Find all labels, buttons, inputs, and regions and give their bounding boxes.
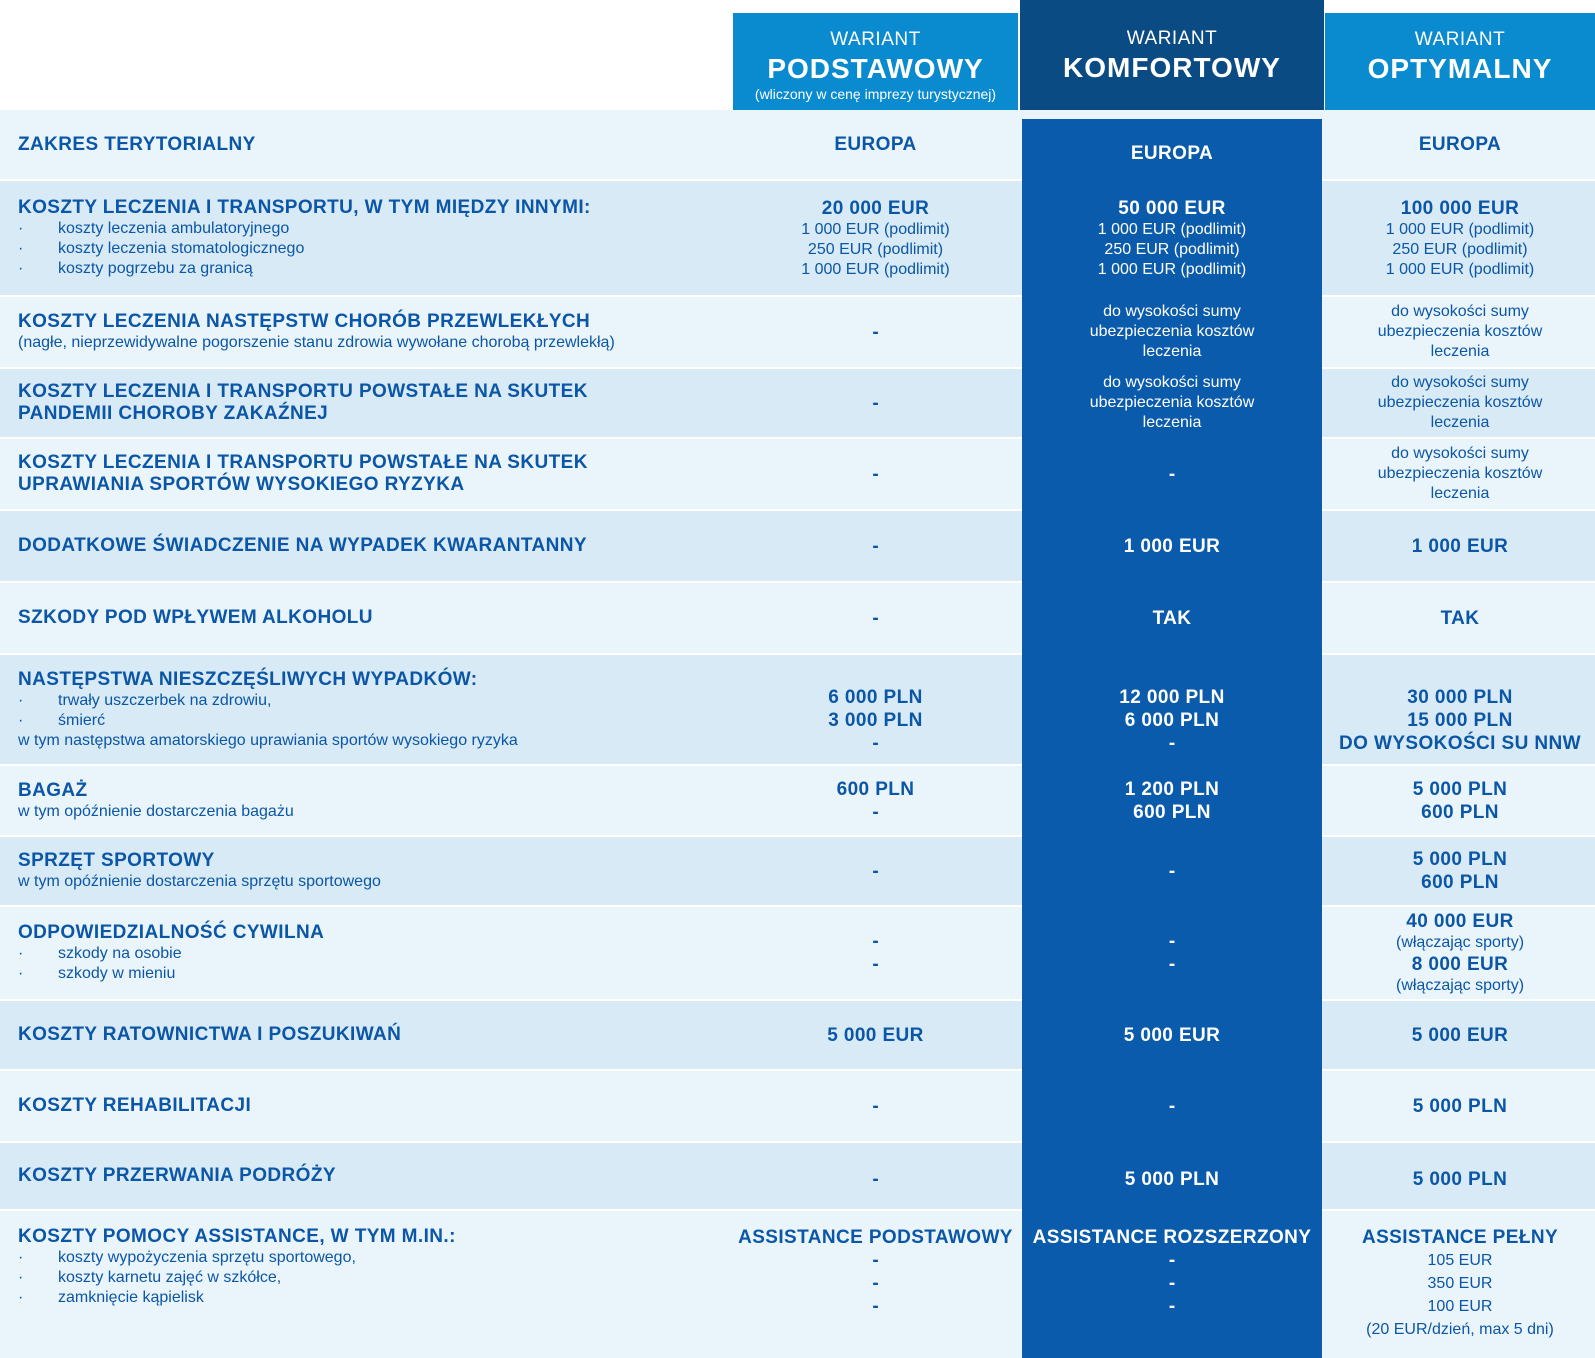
value: do wysokości sumy	[1103, 303, 1241, 320]
row-title: PANDEMII CHOROBY ZAKAŹNEJ	[18, 403, 329, 424]
value: 105 EUR	[1427, 1252, 1493, 1269]
variant-name: KOMFORTOWY	[1063, 52, 1281, 83]
value-comfort	[1020, 1001, 1324, 1069]
value: 5 000 PLN	[1412, 1095, 1508, 1117]
value-comfort	[1020, 1071, 1324, 1141]
value: 250 EUR (podlimit)	[807, 240, 944, 258]
value: -	[1168, 463, 1176, 485]
value: (włączając sporty)	[1395, 934, 1525, 951]
row-subtitle: w tym opóźnienie dostarczenia sprzętu sportowego	[18, 873, 381, 890]
row-title: NASTĘPSTWA NIESZCZĘŚLIWYCH WYPADKÓW:	[18, 668, 478, 690]
value: TAK	[1440, 607, 1480, 629]
row-title: ODPOWIEDZIALNOŚĆ CYWILNA	[18, 922, 325, 943]
row-label	[18, 297, 733, 367]
row-subtitle: (nagłe, nieprzewidywalne pogorszenie stanu zdrowia wywołane chorobą przewlekłą)	[18, 334, 615, 351]
bullet-item: · śmierć	[18, 711, 733, 731]
row-title: KOSZTY LECZENIA I TRANSPORTU, W TYM MIĘDZY INNYMI:	[18, 197, 591, 218]
header-variant-comfort	[1020, 0, 1324, 119]
value: EUROPA	[834, 134, 917, 155]
table-row	[0, 369, 1595, 437]
value: 1 000 EUR (podlimit)	[801, 220, 950, 238]
comfort-column	[1022, 119, 1322, 1358]
row-title: KOSZTY POMOCY ASSISTANCE, W TYM M.IN.:	[18, 1226, 456, 1247]
bullet-item: · koszty leczenia ambulatoryjnego	[18, 219, 733, 239]
value: TAK	[1152, 607, 1192, 629]
row-label	[18, 369, 733, 437]
value-comfort	[1020, 511, 1324, 581]
row-label	[18, 655, 733, 764]
row-label	[18, 766, 733, 835]
value-basic	[733, 369, 1018, 437]
bullet-item: · szkody na osobie	[18, 944, 733, 964]
variant-prefix: WARIANT	[1126, 28, 1218, 49]
value: 1 000 EUR (podlimit)	[1097, 260, 1247, 278]
value: 50 000 EUR	[1118, 197, 1226, 219]
bullet-item: · koszty wypożyczenia sprzętu sportowego,	[18, 1248, 733, 1268]
value: 5 000 PLN	[1124, 1168, 1220, 1190]
bullet-item: · zamknięcie kąpielisk	[18, 1288, 733, 1308]
table-row	[0, 511, 1595, 581]
value-comfort	[1020, 1226, 1324, 1336]
value-basic	[733, 1071, 1018, 1141]
table-row	[0, 907, 1595, 999]
row-title: KOSZTY LECZENIA I TRANSPORTU POWSTAŁE NA SKUTEK	[18, 452, 588, 473]
row-title: KOSZTY LECZENIA NASTĘPSTW CHORÓB PRZEWLEKŁYCH	[18, 311, 591, 332]
value-comfort	[1020, 119, 1324, 188]
value-comfort	[1020, 677, 1324, 764]
value: 15 000 PLN	[1407, 710, 1513, 731]
table-row	[0, 655, 1595, 764]
value: -	[872, 801, 879, 823]
table-row	[0, 181, 1595, 295]
value-basic	[733, 110, 1018, 179]
value-basic	[733, 837, 1018, 905]
value: -	[872, 392, 879, 414]
table-row	[0, 837, 1595, 905]
value: ubezpieczenia kosztów	[1377, 465, 1543, 482]
value: -	[872, 463, 879, 485]
table-row	[0, 439, 1595, 509]
value: -	[872, 1168, 879, 1190]
row-label	[18, 511, 733, 581]
value: 1 000 EUR	[1411, 535, 1509, 557]
value: ASSISTANCE PODSTAWOWY	[738, 1227, 1013, 1248]
value-optimal	[1325, 1001, 1595, 1069]
row-label	[18, 583, 733, 653]
value-comfort	[1020, 766, 1324, 835]
value-basic	[733, 1143, 1018, 1209]
value: -	[1168, 1250, 1176, 1271]
value-basic	[733, 297, 1018, 367]
value: 250 EUR (podlimit)	[1104, 240, 1240, 258]
value: 5 000 EUR	[1411, 1024, 1509, 1046]
value: -	[1168, 1296, 1176, 1317]
value-comfort	[1020, 907, 1324, 999]
variant-note: (wliczony w cenę imprezy turystycznej)	[754, 86, 997, 102]
table-row	[0, 1071, 1595, 1141]
row-subtitle: w tym opóźnienie dostarczenia bagażu	[18, 802, 294, 820]
value: 6 000 PLN	[1124, 710, 1220, 731]
row-title: KOSZTY RATOWNICTWA I POSZUKIWAŃ	[18, 1024, 402, 1045]
header-variant-basic	[733, 13, 1018, 110]
value-comfort	[1020, 439, 1324, 509]
variant-prefix: WARIANT	[1414, 29, 1506, 50]
value-optimal	[1325, 907, 1595, 999]
value-optimal	[1325, 110, 1595, 179]
value-comfort	[1020, 1149, 1324, 1209]
row-label	[18, 907, 733, 999]
value: 20 000 EUR	[821, 197, 930, 219]
value: 30 000 PLN	[1407, 687, 1513, 708]
value: 6 000 PLN	[828, 687, 923, 708]
value-optimal	[1325, 181, 1595, 295]
value: 1 000 EUR (podlimit)	[1385, 260, 1535, 278]
table-row	[0, 1211, 1595, 1358]
value-basic	[733, 1211, 1018, 1358]
value: ubezpieczenia kosztów	[1377, 323, 1543, 340]
value-optimal	[1325, 766, 1595, 835]
value: -	[872, 733, 879, 754]
value: -	[872, 931, 879, 952]
row-title: KOSZTY REHABILITACJI	[18, 1095, 252, 1116]
value: (włączając sporty)	[1395, 977, 1525, 994]
value: 5 000 PLN	[1412, 849, 1508, 870]
value-optimal	[1325, 1071, 1595, 1141]
value: 5 000 PLN	[1412, 1168, 1508, 1190]
value-optimal	[1325, 583, 1595, 653]
value: -	[1168, 931, 1176, 952]
row-label	[18, 439, 733, 509]
row-title: SZKODY POD WPŁYWEM ALKOHOLU	[18, 607, 373, 628]
value: 100 EUR	[1427, 1298, 1493, 1315]
value: -	[872, 607, 879, 629]
value-optimal	[1325, 1211, 1595, 1358]
row-title: KOSZTY PRZERWANIA PODRÓŻY	[18, 1165, 336, 1186]
row-label	[18, 1071, 733, 1141]
header-variant-optimal	[1325, 13, 1595, 110]
value-basic	[733, 766, 1018, 835]
value-comfort	[1020, 181, 1324, 295]
row-label	[18, 1001, 733, 1069]
table-row	[0, 1143, 1595, 1209]
row-label	[18, 1211, 733, 1358]
table-row	[0, 297, 1595, 367]
value-optimal	[1325, 837, 1595, 905]
value: 12 000 PLN	[1119, 687, 1225, 708]
value: 3 000 PLN	[828, 710, 923, 731]
variant-name: OPTYMALNY	[1367, 53, 1553, 84]
value: (20 EUR/dzień, max 5 dni)	[1366, 1321, 1554, 1338]
row-title: KOSZTY LECZENIA I TRANSPORTU POWSTAŁE NA SKUTEK	[18, 381, 588, 402]
value: 1 000 EUR	[1123, 535, 1221, 557]
bullet-item: · koszty karnetu zajęć w szkółce,	[18, 1268, 733, 1288]
value-optimal	[1325, 1143, 1595, 1209]
value-basic	[733, 583, 1018, 653]
value: EUROPA	[1418, 134, 1502, 155]
value-comfort	[1020, 837, 1324, 905]
value-optimal	[1325, 369, 1595, 437]
value: DO WYSOKOŚCI SU NNW	[1339, 733, 1581, 754]
bullet-item: · szkody w mieniu	[18, 964, 733, 984]
value: do wysokości sumy	[1391, 445, 1529, 462]
row-subtitle: w tym następstwa amatorskiego uprawiania sportów wysokiego ryzyka	[18, 731, 518, 749]
value: -	[872, 535, 879, 557]
value: -	[1168, 1095, 1176, 1117]
value: 5 000 PLN	[1412, 778, 1508, 800]
value-basic	[733, 1001, 1018, 1069]
value-comfort	[1020, 297, 1324, 367]
value: 600 PLN	[1133, 801, 1211, 823]
value: do wysokości sumy	[1391, 374, 1529, 391]
value: leczenia	[1430, 485, 1490, 502]
value: 1 200 PLN	[1124, 778, 1220, 800]
value: -	[1168, 733, 1176, 754]
value-optimal	[1325, 439, 1595, 509]
value: do wysokości sumy	[1103, 374, 1241, 391]
row-title: BAGAŻ	[18, 779, 88, 801]
value: 5 000 EUR	[827, 1024, 924, 1046]
value: -	[1168, 1273, 1176, 1294]
row-label	[18, 1143, 733, 1209]
value: -	[872, 954, 879, 975]
table-row	[0, 583, 1595, 653]
value: 350 EUR	[1427, 1275, 1493, 1292]
value: ubezpieczenia kosztów	[1377, 394, 1543, 411]
row-title: UPRAWIANIA SPORTÓW WYSOKIEGO RYZYKA	[18, 474, 465, 495]
value: 1 000 EUR (podlimit)	[1385, 220, 1535, 238]
bullet-item: · koszty leczenia stomatologicznego	[18, 239, 733, 259]
value: 5 000 EUR	[1123, 1024, 1221, 1046]
table-row	[0, 766, 1595, 835]
value: 1 000 EUR (podlimit)	[1097, 220, 1247, 238]
value: leczenia	[1430, 343, 1490, 360]
value: -	[1168, 954, 1176, 975]
row-title: SPRZĘT SPORTOWY	[18, 850, 215, 871]
value-comfort	[1020, 369, 1324, 437]
value-optimal	[1325, 655, 1595, 764]
value-optimal	[1325, 511, 1595, 581]
table-row	[0, 1001, 1595, 1069]
value: -	[1168, 860, 1176, 882]
value-optimal	[1325, 297, 1595, 367]
value: 250 EUR (podlimit)	[1392, 240, 1528, 258]
value: 600 PLN	[1421, 872, 1499, 893]
row-title: ZAKRES TERYTORIALNY	[18, 133, 256, 155]
table-row	[0, 110, 1595, 179]
value: ASSISTANCE ROZSZERZONY	[1032, 1227, 1312, 1248]
value: ubezpieczenia kosztów	[1089, 394, 1255, 411]
value-basic	[733, 181, 1018, 295]
value: 600 PLN	[836, 778, 915, 800]
value-basic	[733, 907, 1018, 999]
value: 8 000 EUR	[1411, 954, 1509, 975]
value: -	[872, 1296, 879, 1317]
value: do wysokości sumy	[1391, 303, 1529, 320]
value: EUROPA	[1130, 143, 1214, 164]
value: ASSISTANCE PEŁNY	[1361, 1227, 1559, 1248]
row-label	[18, 837, 733, 905]
value: leczenia	[1430, 414, 1490, 431]
value: ubezpieczenia kosztów	[1089, 323, 1255, 340]
value: -	[872, 1095, 879, 1117]
value: 1 000 EUR (podlimit)	[801, 260, 950, 278]
value: 40 000 EUR	[1406, 911, 1514, 932]
value: 100 000 EUR	[1400, 197, 1520, 219]
value: leczenia	[1142, 343, 1202, 360]
bullet-item: · koszty pogrzebu za granicą	[18, 259, 733, 279]
value: -	[872, 321, 879, 343]
value: -	[872, 1273, 879, 1294]
bullet-item: · trwały uszczerbek na zdrowiu,	[18, 691, 733, 711]
value-basic	[733, 439, 1018, 509]
row-title: DODATKOWE ŚWIADCZENIE NA WYPADEK KWARANTANNY	[18, 535, 587, 556]
value: -	[872, 1250, 879, 1271]
value: -	[872, 860, 879, 882]
value-basic	[733, 511, 1018, 581]
variant-prefix: WARIANT	[830, 29, 921, 50]
variant-name: PODSTAWOWY	[767, 53, 984, 84]
row-label	[18, 181, 733, 295]
value-comfort	[1020, 583, 1324, 653]
row-label	[18, 110, 733, 179]
value-basic	[733, 655, 1018, 764]
value: leczenia	[1142, 414, 1202, 431]
value: 600 PLN	[1421, 801, 1499, 823]
